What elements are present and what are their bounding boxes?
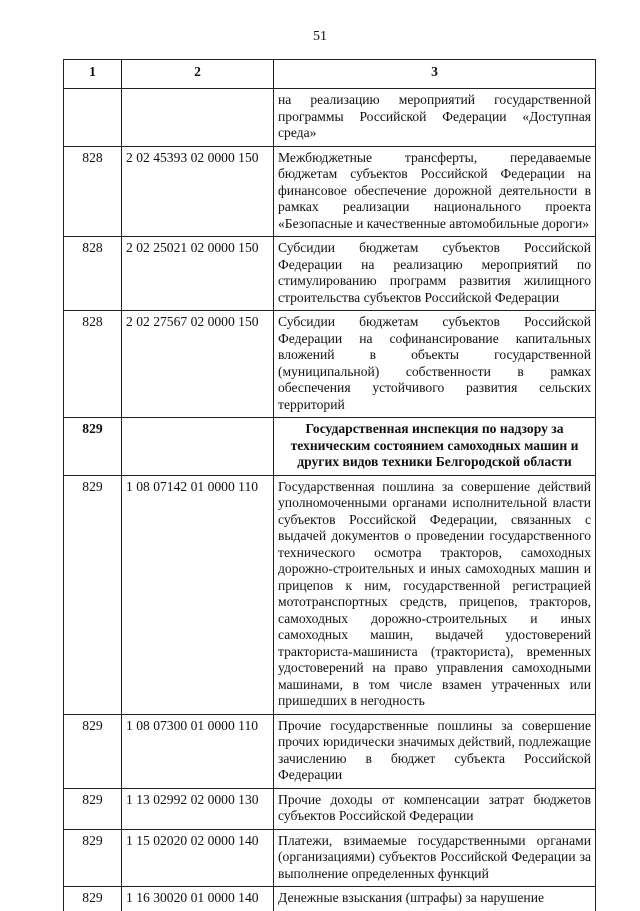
table-row [64,714,596,788]
budget-code-cell [122,418,274,476]
description-cell: Субсидии бюджетам субъектов Российской Федерации на реализацию мероприятий по стимулированию программ развития жилищного строительства субъектов Российской Федерации [274,237,596,311]
budget-code-cell: 2 02 27567 02 0000 150 [122,311,274,418]
admin-code-cell: 828 [64,311,122,418]
table-row [64,829,596,887]
column-header-1: 1 [64,60,122,89]
section-heading-row [64,418,596,476]
column-header-3: 3 [274,60,596,89]
description-cell: Денежные взыскания (штрафы) за нарушение [274,887,596,911]
description-cell: Прочие государственные пошлины за совершение прочих юридически значимых действий, подлежащие зачислению в бюджет субъекта Российской Федерации [274,714,596,788]
description-cell: Платежи, взимаемые государственными органами (организациями) субъектов Российской Федерации за выполнение определенных функций [274,829,596,887]
description-cell: на реализацию мероприятий государственной программы Российской Федерации «Доступная среда» [274,89,596,147]
budget-code-cell: 1 15 02020 02 0000 140 [122,829,274,887]
table-header-row [64,60,596,89]
page-number: 51 [313,29,327,44]
admin-code-cell: 829 [64,418,122,476]
admin-code-cell: 829 [64,788,122,829]
budget-code-cell: 2 02 25021 02 0000 150 [122,237,274,311]
budget-code-cell: 1 08 07300 01 0000 110 [122,714,274,788]
admin-code-cell: 828 [64,146,122,237]
description-cell: Прочие доходы от компенсации затрат бюджетов субъектов Российской Федерации [274,788,596,829]
table-row [64,311,596,418]
table-row [64,887,596,911]
description-cell: Межбюджетные трансферты, передаваемые бюджетам субъектов Российской Федерации на финансовое обеспечение дорожной деятельности в рамках реализации национального проекта «Безопасные и качественные автомобильные дороги» [274,146,596,237]
budget-code-cell: 2 02 45393 02 0000 150 [122,146,274,237]
table-row [64,788,596,829]
table-row [64,146,596,237]
budget-code-cell: 1 16 30020 01 0000 140 [122,887,274,911]
description-cell: Государственная пошлина за совершение действий уполномоченными органами исполнительной власти субъектов Российской Федерации, связанных с выдачей документов о проведении государственного технического осмотра тракторов, самоходных дорожно-строительных и иных самоходных машин и прицепов к ним, государственной регистрацией мототранспортных средств, прицепов, тракторов, самоходных дорожно-строительных и иных самоходных машин, выдачей удостоверений тракториста-машиниста (тракториста), временных удостоверений на право управления самоходными машинами, в том числе взамен утраченных или пришедших в негодность [274,475,596,714]
budget-code-cell: 1 08 07142 01 0000 110 [122,475,274,714]
admin-code-cell: 829 [64,829,122,887]
table-row [64,89,596,147]
revenue-sources-table [63,59,596,911]
section-title-cell: Государственная инспекция по надзору за техническим состоянием самоходных машин и других видов техники Белгородской области [274,418,596,476]
column-header-2: 2 [122,60,274,89]
admin-code-cell [64,89,122,147]
budget-code-cell: 1 13 02992 02 0000 130 [122,788,274,829]
table-row [64,237,596,311]
budget-code-cell [122,89,274,147]
admin-code-cell: 828 [64,237,122,311]
admin-code-cell: 829 [64,887,122,911]
admin-code-cell: 829 [64,714,122,788]
table-row [64,475,596,714]
description-cell: Субсидии бюджетам субъектов Российской Федерации на софинансирование капитальных вложений в объекты государственной (муниципальной) собственности в рамках обеспечения устойчивого развития сельских территорий [274,311,596,418]
admin-code-cell: 829 [64,475,122,714]
